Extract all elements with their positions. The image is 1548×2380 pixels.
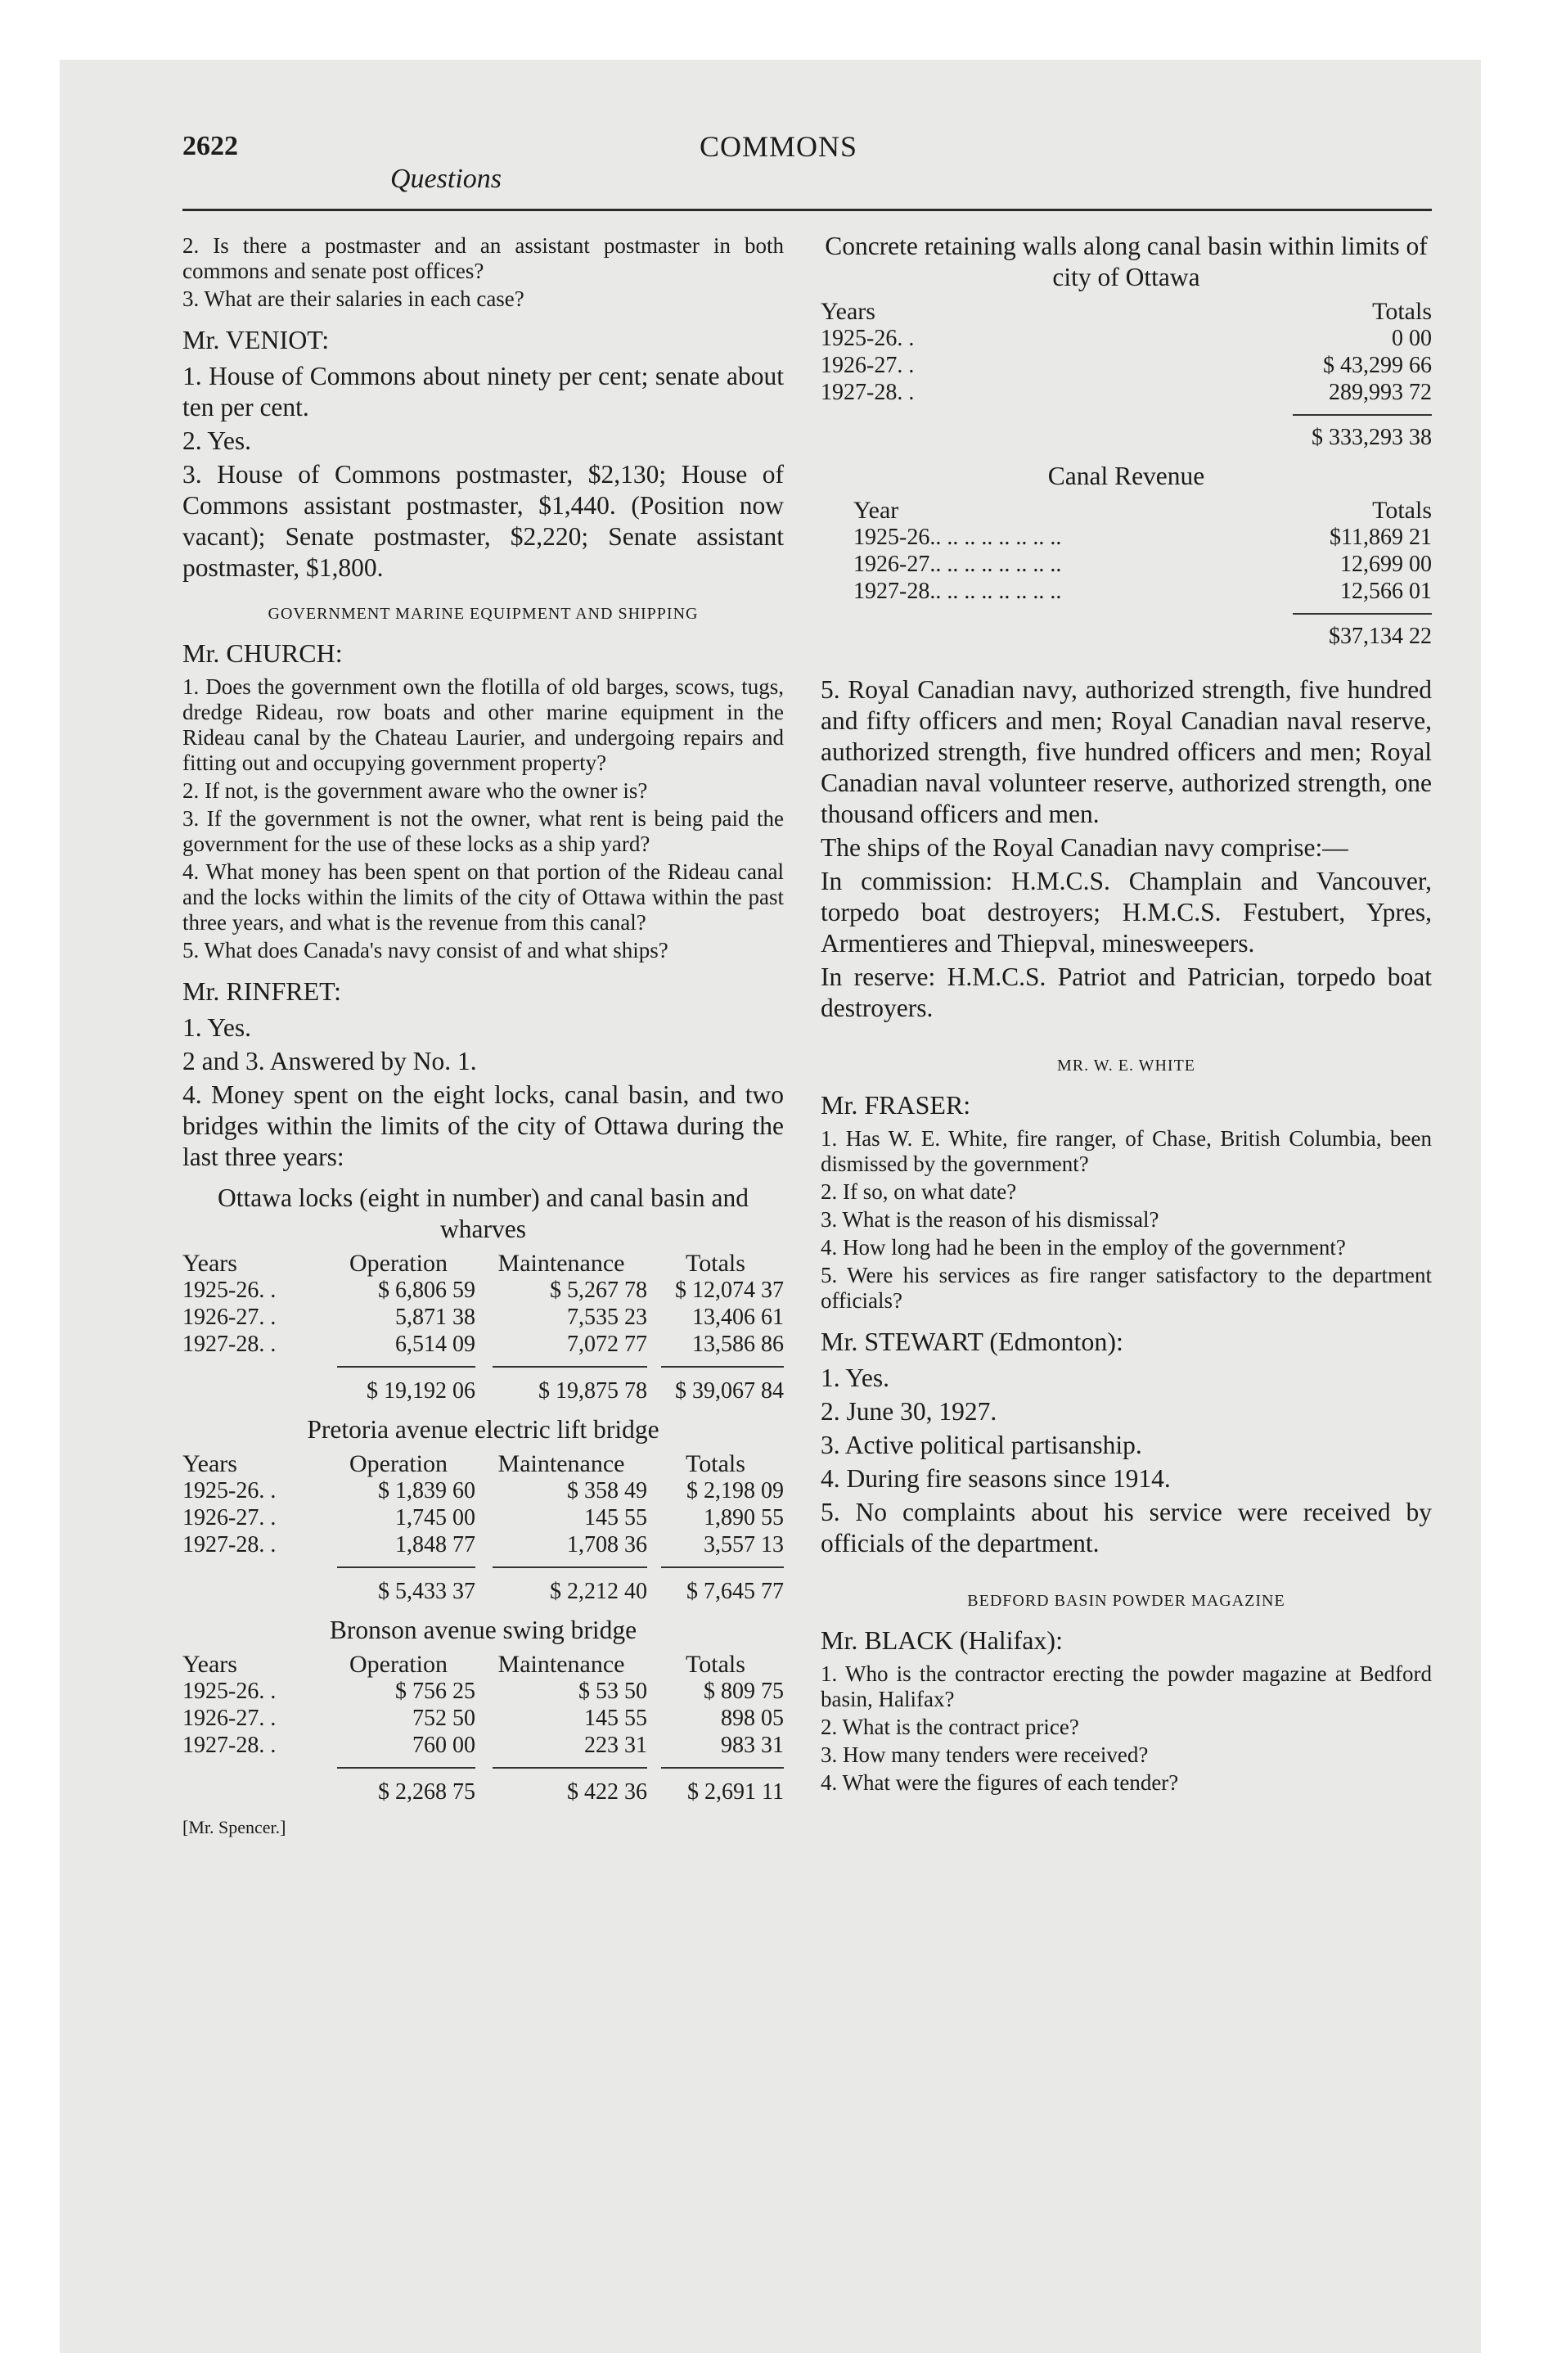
cell-maintenance: 1,708 36 [567, 1532, 647, 1557]
question-paragraph: 2. What is the contract price? [821, 1715, 1079, 1739]
cell-grand-total: $ 7,645 77 [647, 1558, 784, 1605]
cell-operation: 752 50 [412, 1706, 475, 1731]
table-row [182, 1531, 784, 1558]
table-row [182, 1304, 784, 1331]
table-row [182, 1732, 784, 1759]
cell-year: 1925-26.. .. .. .. .. .. .. .. [853, 525, 1062, 550]
answer-paragraph: 4. During fire seasons since 1914. [821, 1464, 1171, 1493]
section-heading: GOVERNMENT MARINE EQUIPMENT AND SHIPPING [268, 605, 699, 623]
question-paragraph: 2. Is there a postmaster and an assistant postmaster in both commons and senate post offices? [182, 233, 784, 283]
table-row [182, 1504, 784, 1531]
cell-year: 1925-26. . [182, 1478, 277, 1503]
left-column [182, 231, 784, 1838]
cell-total: 13,586 86 [692, 1332, 784, 1357]
table-row [182, 1705, 784, 1732]
col-header-totals: Totals [1372, 497, 1432, 524]
section-heading: MR. W. E. WHITE [1056, 1057, 1196, 1075]
question-paragraph: 1. Does the government own the flotilla of old barges, scows, tugs, dredge Rideau, row boats and other marine equipment in the Rideau canal by the Chateau Laurier, and undergoing repairs and fitting out and occupying government property? [182, 674, 784, 775]
cell-total: $ 12,074 37 [675, 1278, 784, 1303]
table-row [182, 1477, 784, 1504]
cell-operation: 1,745 00 [395, 1505, 475, 1530]
table-title-bronson: Bronson avenue swing bridge [329, 1616, 637, 1644]
question-paragraph: 1. Who is the contractor erecting the powder magazine at Bedford basin, Halifax? [821, 1661, 1432, 1711]
table-row [821, 379, 1432, 406]
cell-total: 1,890 55 [704, 1505, 784, 1530]
cell-total: $ 809 75 [704, 1679, 784, 1704]
cell-operation: 5,871 38 [395, 1305, 475, 1330]
cell-grand-total: $ 39,067 84 [647, 1358, 784, 1404]
col-header-year: Year [853, 497, 899, 524]
cell-total: $ 43,299 66 [1323, 353, 1432, 378]
cell-year: 1925-26. . [182, 1679, 277, 1704]
question-paragraph: 5. What does Canada's navy consist of and what ships? [182, 938, 668, 962]
cell-maintenance: $ 53 50 [578, 1679, 647, 1704]
col-header-years: Years [182, 1651, 237, 1678]
page-number: 2622 [182, 131, 238, 161]
question-paragraph: 3. What are their salaries in each case? [182, 286, 524, 311]
col-header-totals: Totals [686, 1450, 745, 1477]
answer-paragraph: 5. No complaints about his service were received by officials of the department. [821, 1498, 1432, 1557]
answer-paragraph: 2 and 3. Answered by No. 1. [182, 1047, 477, 1075]
table-row [821, 551, 1432, 578]
question-paragraph: 1. Has W. E. White, fire ranger, of Chase, British Columbia, been dismissed by the government? [821, 1126, 1432, 1176]
table-row [182, 1678, 784, 1705]
cell-empty [821, 605, 1249, 650]
speaker-rinfret: Mr. RINFRET: [182, 976, 341, 1006]
question-paragraph: 5. Were his services as fire ranger satisfactory to the department officials? [821, 1263, 1432, 1313]
cell-maintenance: 145 55 [584, 1706, 647, 1731]
cell-total: 13,406 61 [692, 1305, 784, 1330]
answer-paragraph: 4. Money spent on the eight locks, canal basin, and two bridges within the limits of the city of Ottawa during the last three years: [182, 1080, 784, 1171]
cell-year: 1927-28. . [182, 1532, 277, 1557]
cell-year: 1925-26. . [182, 1278, 277, 1303]
answer-paragraph: In reserve: H.M.C.S. Patriot and Patrician, torpedo boat destroyers. [821, 962, 1432, 1022]
table-title-revenue: Canal Revenue [1047, 462, 1205, 490]
table-total-row [182, 1358, 784, 1404]
table-pretoria [182, 1450, 784, 1605]
cell-year: 1926-27.. .. .. .. .. .. .. .. [853, 552, 1062, 577]
cell-year: 1925-26. . [821, 326, 915, 351]
cell-year: 1926-27. . [821, 353, 915, 378]
question-paragraph: 2. If so, on what date? [821, 1179, 1017, 1204]
cell-total: 12,699 00 [1340, 552, 1432, 577]
answer-paragraph: 1. Yes. [182, 1013, 252, 1042]
col-header-years: Years [821, 298, 875, 325]
page-subtitle: Questions [390, 164, 502, 194]
cell-total-maintenance: $ 2,212 40 [475, 1558, 647, 1605]
cell-year: 1927-28. . [821, 380, 915, 405]
cell-total-operation: $ 5,433 37 [322, 1558, 475, 1605]
table-row [182, 1331, 784, 1358]
cell-maintenance: 145 55 [584, 1505, 647, 1530]
table-retaining-walls [821, 298, 1432, 451]
question-paragraph: 2. If not, is the government aware who the owner is? [182, 778, 648, 803]
table-locks [182, 1250, 784, 1404]
col-header-maintenance: Maintenance [497, 1450, 625, 1477]
question-paragraph: 3. What is the reason of his dismissal? [821, 1207, 1159, 1232]
answer-paragraph: 2. Yes. [182, 426, 252, 455]
answer-paragraph: 1. House of Commons about ninety per cent; senate about ten per cent. [182, 362, 784, 421]
col-header-totals: Totals [686, 1651, 745, 1678]
cell-operation: $ 756 25 [395, 1679, 475, 1704]
col-header-years: Years [182, 1450, 237, 1477]
cell-total-maintenance: $ 19,875 78 [475, 1358, 647, 1404]
col-header-maintenance: Maintenance [497, 1651, 625, 1678]
table-total-row [182, 1558, 784, 1605]
question-paragraph: 3. How many tenders were received? [821, 1742, 1149, 1767]
speaker-black: Mr. BLACK (Halifax): [821, 1625, 1063, 1655]
question-paragraph: 4. What were the figures of each tender? [821, 1770, 1179, 1795]
cell-year: 1927-28. . [182, 1733, 277, 1758]
cell-total: $ 2,198 09 [686, 1478, 784, 1503]
table-row [182, 1277, 784, 1304]
cell-total: 3,557 13 [704, 1532, 784, 1557]
cell-operation: 6,514 09 [395, 1332, 475, 1357]
cell-maintenance: 7,072 77 [567, 1332, 647, 1357]
answer-paragraph: 3. Active political partisanship. [821, 1431, 1142, 1459]
cell-total: 12,566 01 [1340, 579, 1432, 604]
section-heading: BEDFORD BASIN POWDER MAGAZINE [967, 1592, 1285, 1610]
cell-empty [821, 406, 1088, 451]
answer-paragraph: 2. June 30, 1927. [821, 1397, 997, 1426]
cell-total: 898 05 [721, 1706, 784, 1731]
cell-total: $11,869 21 [1330, 525, 1432, 550]
table-row [821, 578, 1432, 605]
cell-grand-total: $ 2,691 11 [647, 1759, 784, 1805]
question-paragraph: 4. How long had he been in the employ of the government? [821, 1235, 1346, 1260]
table-row [821, 524, 1432, 551]
cell-operation: $ 1,839 60 [378, 1478, 475, 1503]
footer-speaker-note: [Mr. Spencer.] [182, 1817, 286, 1837]
answer-paragraph: 5. Royal Canadian navy, authorized strength, five hundred and fifty officers and men; Royal Canadian naval reserve, authorized strength, five hundred officers and men; Royal Canadian naval volunteer reserve, authorized strength, one thousand officers and men. [821, 675, 1432, 828]
cell-total: 983 31 [721, 1733, 784, 1758]
answer-paragraph: In commission: H.M.C.S. Champlain and Vancouver, torpedo boat destroyers; H.M.C.S. Festubert, Ypres, Armentieres and Thiepval, minesweepers. [821, 867, 1432, 958]
cell-year: 1927-28. . [182, 1332, 277, 1357]
cell-total: 289,993 72 [1329, 380, 1432, 405]
page-title: COMMONS [700, 130, 858, 163]
cell-maintenance: $ 358 49 [567, 1478, 647, 1503]
speaker-fraser: Mr. FRASER: [821, 1090, 971, 1120]
cell-maintenance: $ 5,267 78 [550, 1278, 647, 1303]
speaker-stewart: Mr. STEWART (Edmonton): [821, 1327, 1123, 1356]
cell-year: 1927-28.. .. .. .. .. .. .. .. [853, 579, 1062, 604]
cell-empty [182, 1558, 322, 1605]
cell-empty [182, 1759, 322, 1805]
cell-operation: $ 6,806 59 [378, 1278, 475, 1303]
col-header-years: Years [182, 1250, 237, 1277]
answer-paragraph: 3. House of Commons postmaster, $2,130; House of Commons assistant postmaster, $1,440. (Position now vacant); Senate postmaster, $2,220; Senate assistant postmaster, $1,800. [182, 460, 784, 582]
cell-year: 1926-27. . [182, 1706, 277, 1731]
col-header-totals: Totals [1372, 298, 1432, 325]
cell-grand-total: $ 333,293 38 [1088, 406, 1432, 451]
table-total-row [182, 1759, 784, 1805]
answer-paragraph: 1. Yes. [821, 1364, 890, 1392]
cell-total: 0 00 [1392, 326, 1432, 351]
table-title-pretoria: Pretoria avenue electric lift bridge [307, 1415, 659, 1444]
question-paragraph: 4. What money has been spent on that portion of the Rideau canal and the locks within the limits of the city of Ottawa within the past three years, and what is the revenue from this canal? [182, 859, 784, 935]
table-row [821, 325, 1432, 352]
table-title-locks: Ottawa locks (eight in number) and canal basin and wharves [217, 1183, 749, 1243]
cell-grand-total: $37,134 22 [1249, 605, 1432, 650]
cell-maintenance: 7,535 23 [567, 1305, 647, 1330]
cell-total-operation: $ 19,192 06 [322, 1358, 475, 1404]
col-header-operation: Operation [349, 1250, 448, 1277]
question-paragraph: 3. If the government is not the owner, what rent is being paid the government for the use of these locks as a ship yard? [182, 806, 784, 856]
cell-total-maintenance: $ 422 36 [475, 1759, 647, 1805]
table-total-row [821, 406, 1432, 451]
cell-year: 1926-27. . [182, 1505, 277, 1530]
answer-paragraph: The ships of the Royal Canadian navy comprise:— [821, 833, 1348, 862]
col-header-totals: Totals [686, 1250, 745, 1277]
cell-empty [182, 1358, 322, 1404]
table-title-walls: Concrete retaining walls along canal basin within limits of city of Ottawa [825, 232, 1428, 291]
speaker-church: Mr. CHURCH: [182, 638, 343, 668]
cell-year: 1926-27. . [182, 1305, 277, 1330]
table-total-row [821, 605, 1432, 650]
table-bronson [182, 1651, 784, 1805]
header-rule [182, 209, 1432, 211]
cell-total-operation: $ 2,268 75 [322, 1759, 475, 1805]
cell-operation: 1,848 77 [395, 1532, 475, 1557]
cell-maintenance: 223 31 [584, 1733, 647, 1758]
table-row [821, 352, 1432, 379]
cell-operation: 760 00 [412, 1733, 475, 1758]
table-canal-revenue [821, 497, 1432, 650]
col-header-operation: Operation [349, 1651, 448, 1678]
right-column [821, 231, 1432, 1798]
speaker-veniot: Mr. VENIOT: [182, 325, 330, 354]
col-header-operation: Operation [349, 1450, 448, 1477]
col-header-maintenance: Maintenance [497, 1250, 625, 1277]
